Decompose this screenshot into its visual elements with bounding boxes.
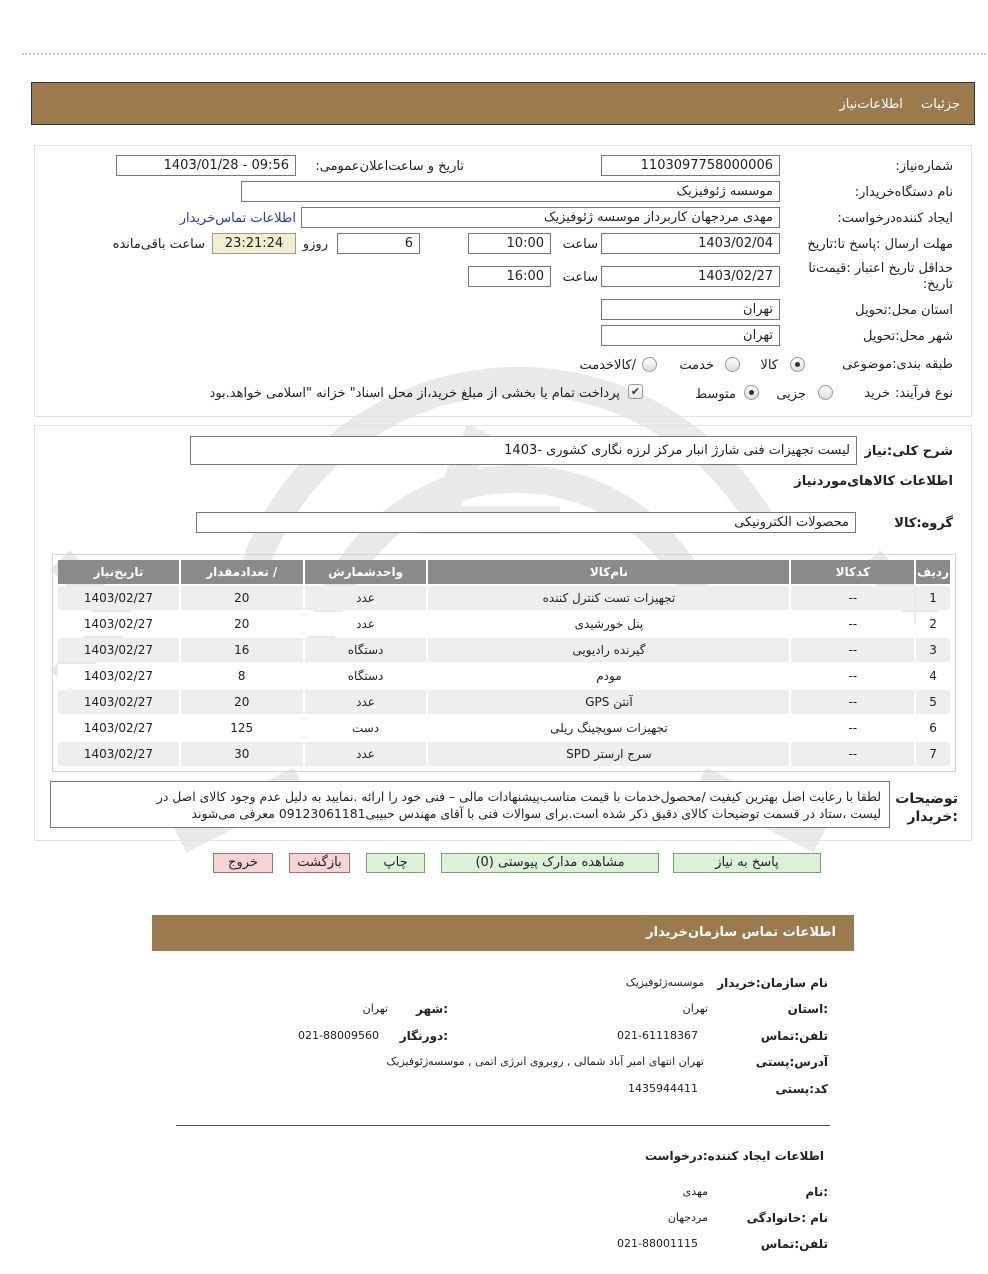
cell-row: 3 [916, 638, 950, 662]
buyer-notes-line2: لیست ،ستاد در قسمت توضیحات کالای دقیق ذکر شده است.برای سوالات فنی با آقای مهندس حبیبی09123061181 معرفی می‌شوند [191, 806, 881, 821]
cell-date: 1403/02/27 [58, 690, 179, 714]
announce-date-field: 1403/01/28 - 09:56 [116, 155, 296, 176]
col-qty: / تعدادمقدار [181, 560, 303, 584]
validity-time-label: ساعت [562, 270, 598, 285]
deadline-label: مهلت ارسال :پاسخ تا:تاریخ [807, 237, 953, 252]
cell-qty: 8 [181, 664, 303, 688]
cell-code: -- [791, 716, 914, 740]
buyer-notes-label [895, 790, 958, 826]
table-row [58, 664, 950, 688]
category-goods-radio[interactable] [790, 357, 805, 372]
table-header-row [58, 560, 950, 584]
print-button[interactable]: چاپ [366, 853, 425, 873]
table-row [58, 612, 950, 636]
creator-phone-value: 021-88001115 [617, 1237, 698, 1250]
process-partial-radio[interactable] [818, 385, 833, 400]
announce-date-label: تاریخ و ساعت‌اعلان‌عمومی: [315, 159, 464, 174]
province-field: تهران [601, 299, 780, 320]
cell-name: تجهیزات تست کنترل کننده [428, 586, 789, 610]
col-name: نام‌کالا [428, 560, 789, 584]
need-number-label: شماره‌نیاز: [895, 159, 953, 174]
creator-name-value: مهدی [682, 1185, 708, 1198]
cell-unit: عدد [305, 742, 427, 766]
contact-org-value: موسسه‌ژئوفیزیک [625, 976, 704, 989]
summary-field: لیست تجهیزات فنی شارژ انبار مرکز لرزه نگاری کشوری -1403 [190, 436, 857, 465]
cell-name: پنل خورشیدی [428, 612, 789, 636]
validity-time-field: 16:00 [468, 266, 551, 287]
goods-group-field: محصولات الکترونیکی [196, 512, 856, 533]
contact-fax-label: :دورنگار [399, 1029, 448, 1043]
remaining-label: ساعت باقی‌مانده [112, 237, 205, 252]
table-row [58, 638, 950, 662]
cell-name: مودم [428, 664, 789, 688]
process-type-label: نوع فرآیند: [895, 386, 953, 401]
buyer-contact-link[interactable]: اطلاعات تماس‌خریدار [179, 211, 296, 226]
col-row: ردیف [916, 560, 950, 584]
cell-unit: دستگاه [305, 638, 427, 662]
cell-code: -- [791, 664, 914, 688]
contact-province-label: :استان [787, 1002, 828, 1016]
process-buy-label: خرید [864, 386, 890, 401]
cell-qty: 20 [181, 612, 303, 636]
contact-fax-value: 021-88009560 [298, 1029, 379, 1042]
buyer-org-label: نام دستگاه‌خریدار: [854, 185, 953, 200]
cell-row: 6 [916, 716, 950, 740]
exit-button[interactable]: خروج [213, 853, 273, 873]
cell-name: سرج ارستر SPD [428, 742, 789, 766]
contact-org-label: نام سازمان:خریدار [717, 976, 828, 990]
creator-family-label: نام :خانوادگی [746, 1211, 828, 1225]
back-button[interactable]: بازگشت [289, 853, 350, 873]
reply-to-need-button[interactable]: پاسخ به نیاز [673, 853, 821, 873]
cell-unit: عدد [305, 612, 427, 636]
cell-row: 4 [916, 664, 950, 688]
contact-postal-value: 1435944411 [628, 1082, 698, 1095]
deadline-time-field: 10:00 [468, 233, 551, 254]
table-row [58, 690, 950, 714]
deadline-time-label: ساعت [562, 237, 598, 252]
province-label: استان محل:تحویل [855, 303, 953, 318]
days-label: روزو [302, 237, 328, 252]
days-remaining-field: 6 [337, 233, 420, 254]
view-attachments-button[interactable]: مشاهده مدارک پیوستی (0) [441, 853, 659, 873]
cell-date: 1403/02/27 [58, 586, 179, 610]
buyer-org-field: موسسه ژئوفیزیک [241, 181, 780, 202]
cell-unit: دست [305, 716, 427, 740]
city-label: شهر محل:تحویل [863, 329, 953, 344]
cell-date: 1403/02/27 [58, 664, 179, 688]
buyer-notes-label-line1: توضیحات [895, 791, 958, 807]
cell-name: آنتن GPS [428, 690, 789, 714]
cell-name: تجهیزات سوپچینگ ریلی [428, 716, 789, 740]
category-label: طبقه بندی:موضوعی [842, 357, 953, 372]
city-field: تهران [601, 325, 780, 346]
process-medium-label: متوسط [695, 387, 736, 402]
contact-address-value: تهران انتهای امیر آباد شمالی , روبروی انرژی اتمی , موسسه‌ژئوفیزیک [386, 1055, 704, 1068]
summary-label: شرح کلی:نیاز [864, 444, 953, 459]
cell-row: 5 [916, 690, 950, 714]
tab-details[interactable]: جزئیات [921, 97, 960, 112]
table-row [58, 586, 950, 610]
category-goods-label: کالا [760, 358, 778, 373]
items-table [56, 558, 952, 768]
cell-date: 1403/02/27 [58, 742, 179, 766]
contact-address-label: آدرس:پستی [755, 1055, 828, 1069]
cell-row: 2 [916, 612, 950, 636]
col-unit: واحدشمارش [305, 560, 427, 584]
cell-qty: 125 [181, 716, 303, 740]
deadline-date-field: 1403/02/04 [601, 233, 780, 254]
cell-code: -- [791, 586, 914, 610]
creator-phone-label: تلفن:تماس [760, 1237, 828, 1251]
contact-postal-label: کد:پستی [775, 1082, 828, 1096]
cell-code: -- [791, 612, 914, 636]
category-both-radio[interactable] [642, 357, 657, 372]
cell-code: -- [791, 742, 914, 766]
creator-name-label: :نام [805, 1185, 828, 1199]
process-partial-label: جزیی [776, 387, 806, 402]
top-dotted-divider [22, 53, 986, 55]
validity-date-field: 1403/02/27 [601, 266, 780, 287]
buyer-notes-line1: لطفا با رعایت اصل بهترین کیفیت /محصول‌خدمات با قیمت مناسب‌پیشنهادات مالی – فنی خود را ارائه .نمایید به دلیل عدم وجود کالای اصل در [156, 789, 881, 804]
cell-qty: 20 [181, 586, 303, 610]
cell-qty: 16 [181, 638, 303, 662]
col-date: تاریخ‌نیاز [58, 560, 179, 584]
category-both-label: /کالاخدمت [579, 358, 636, 373]
cell-date: 1403/02/27 [58, 612, 179, 636]
category-service-label: خدمت [679, 358, 714, 373]
need-number-field: 1103097758000006 [601, 155, 780, 176]
cell-code: -- [791, 690, 914, 714]
cell-row: 7 [916, 742, 950, 766]
cell-date: 1403/02/27 [58, 716, 179, 740]
buyer-notes-label-line2: :خریدار [907, 809, 958, 825]
cell-unit: دستگاه [305, 664, 427, 688]
table-row [58, 742, 950, 766]
cell-row: 1 [916, 586, 950, 610]
category-service-radio[interactable] [725, 357, 740, 372]
process-medium-radio[interactable] [744, 385, 759, 400]
contact-phone-value: 021-61118367 [617, 1029, 698, 1042]
cell-unit: عدد [305, 586, 427, 610]
col-code: کدکالا [791, 560, 914, 584]
cell-qty: 20 [181, 690, 303, 714]
header-banner [31, 82, 975, 125]
cell-name: گیرنده رادیویی [428, 638, 789, 662]
validity-label: حداقل تاریخ اعتبار :قیمت‌تا تاریخ: [808, 261, 953, 292]
creator-family-value: مردجهان [667, 1211, 708, 1224]
cell-date: 1403/02/27 [58, 638, 179, 662]
cell-qty: 30 [181, 742, 303, 766]
contact-phone-label: تلفن:تماس [760, 1029, 828, 1043]
creator-info-title: اطلاعات ایجاد کننده:درخواست [644, 1149, 824, 1163]
tab-need-info[interactable]: اطلاعات‌نیاز [839, 97, 903, 112]
contact-separator [176, 1125, 830, 1126]
treasury-payment-checkbox[interactable]: ✔ [628, 384, 643, 399]
contact-province-value: تهران [682, 1002, 708, 1015]
contact-section-title: اطلاعات تماس سازمان‌خریدار [152, 915, 854, 951]
treasury-payment-note: پرداخت تمام یا بخشی از مبلغ خرید،از محل اسناد" خزانه "اسلامی خواهد.بود [209, 386, 620, 401]
cell-unit: عدد [305, 690, 427, 714]
creator-field: مهدی مردجهان کاربرداز موسسه ژئوفیزیک [301, 207, 780, 228]
goods-info-title: اطلاعات کالاهای‌موردنیاز [794, 474, 953, 489]
buyer-notes-field [50, 781, 890, 828]
creator-label: ایجاد کننده‌درخواست: [837, 211, 953, 226]
goods-group-label: گروه:کالا [894, 516, 953, 531]
table-row [58, 716, 950, 740]
contact-city-value: تهران [362, 1002, 388, 1015]
cell-code: -- [791, 638, 914, 662]
remaining-timer: 23:21:24 [212, 233, 296, 254]
contact-city-label: :شهر [416, 1002, 448, 1016]
